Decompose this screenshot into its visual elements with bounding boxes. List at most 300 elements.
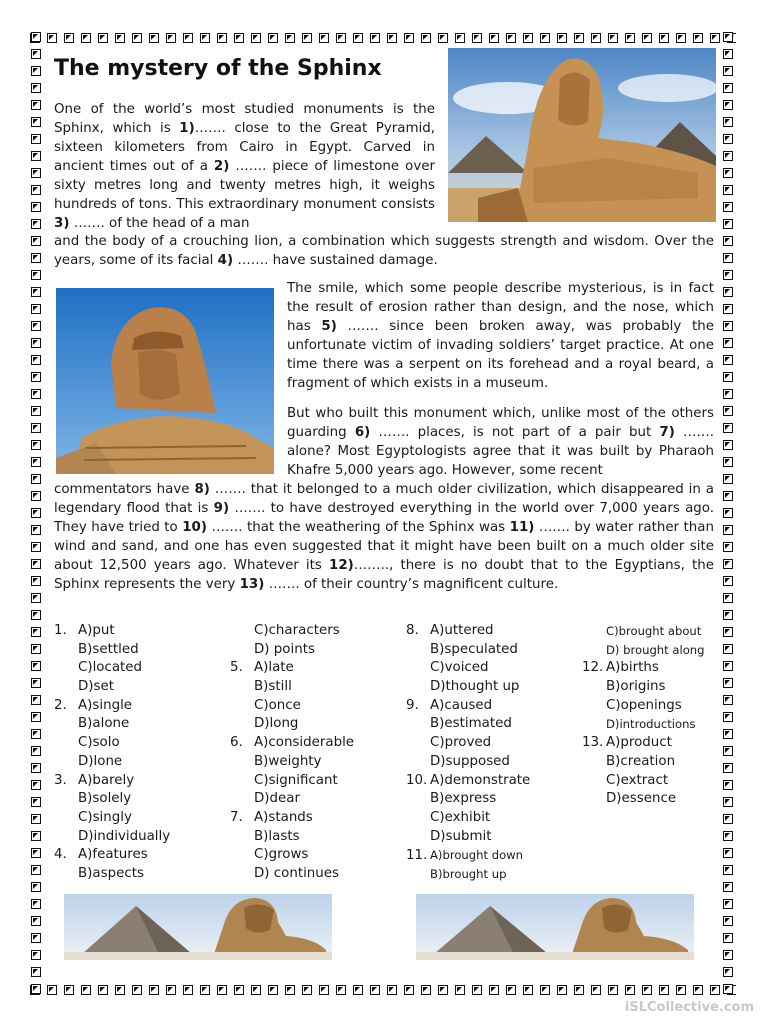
border-square (723, 593, 733, 603)
border-square (723, 389, 733, 399)
paragraph-1-continued (54, 232, 714, 270)
option-item (582, 622, 705, 641)
border-square (723, 185, 733, 195)
question-number: 4. (54, 847, 67, 863)
option-item (582, 697, 705, 716)
option-text: D) continues (254, 865, 339, 881)
border-square (234, 33, 244, 43)
border-square (723, 865, 733, 875)
border-square (336, 985, 346, 995)
border-square (31, 882, 41, 892)
border-square (438, 985, 448, 995)
option-text: B)weighty (254, 753, 322, 769)
option-text: C)once (254, 697, 301, 713)
border-square (31, 984, 41, 994)
border-square (81, 33, 91, 43)
border-square (455, 985, 465, 995)
option-text: D)dear (254, 791, 300, 807)
option-item (406, 753, 530, 772)
border-square (472, 33, 482, 43)
sphinx-pyramids-photo (448, 48, 716, 222)
border-square (723, 712, 733, 722)
border-square (404, 33, 414, 43)
border-square (723, 627, 733, 637)
option-text: B)alone (78, 716, 130, 732)
border-square (723, 899, 733, 909)
border-square (723, 491, 733, 501)
option-item (406, 659, 530, 678)
border-square (166, 985, 176, 995)
border-square (31, 848, 41, 858)
option-item (230, 697, 354, 716)
gap-3-number: 3) (54, 216, 70, 231)
border-square (183, 33, 193, 43)
paragraph-2 (287, 279, 714, 393)
option-item (406, 790, 530, 809)
p3-text-g: ……. that the weathering of the Sphinx was (211, 520, 506, 535)
border-square (268, 33, 278, 43)
border-square (723, 202, 733, 212)
gap-1-number: 1) (179, 121, 195, 136)
option-text: B)still (254, 679, 292, 695)
border-square (723, 32, 733, 42)
option-item (230, 734, 354, 753)
option-item (406, 715, 530, 734)
border-square (489, 985, 499, 995)
pyramid-sphinx-banner-left (64, 894, 332, 960)
border-square (234, 985, 244, 995)
border-square (723, 695, 733, 705)
option-text: D)supposed (430, 753, 510, 769)
border-square (31, 338, 41, 348)
option-text: A)demonstrate (430, 772, 531, 788)
border-square (421, 985, 431, 995)
border-square (268, 985, 278, 995)
border-square (723, 559, 733, 569)
option-item (582, 659, 705, 678)
p3-text-h: ……. by water rather than wind and sand, and one has even suggested that it might have been built on a much older site about 12,500 years ago. Whatever its (54, 520, 714, 573)
border-square (723, 49, 733, 59)
option-item (54, 790, 170, 809)
border-square (31, 406, 41, 416)
border-square (336, 33, 346, 43)
border-square (723, 168, 733, 178)
border-square (31, 491, 41, 501)
gap-11-number: 11) (509, 520, 535, 535)
border-square (31, 644, 41, 654)
border-square (404, 985, 414, 995)
border-square (115, 985, 125, 995)
border-square (723, 151, 733, 161)
border-square (455, 33, 465, 43)
border-square (31, 763, 41, 773)
border-square (659, 985, 669, 995)
option-text: B)speculated (430, 641, 518, 657)
option-text: C)singly (78, 809, 132, 825)
border-square (302, 985, 312, 995)
border-square (723, 83, 733, 93)
question-number: 2. (54, 697, 67, 713)
border-square (723, 372, 733, 382)
border-square (370, 33, 380, 43)
option-text: D)submit (430, 828, 492, 844)
question-number: 5. (230, 660, 243, 676)
option-item (582, 715, 705, 734)
option-item (230, 753, 354, 772)
border-square (608, 985, 618, 995)
brand-watermark: iSLCollective.com (624, 1000, 754, 1015)
option-item (230, 865, 354, 884)
border-square (710, 33, 720, 43)
option-item (54, 678, 170, 697)
border-square (723, 729, 733, 739)
border-square (710, 985, 720, 995)
border-square (723, 984, 733, 994)
option-text: B)lasts (254, 828, 300, 844)
paragraph-3-continued (54, 480, 714, 594)
border-square (31, 780, 41, 790)
border-square (64, 985, 74, 995)
p1-text-a: One of the world’s most studied monuments is the Sphinx, which is (54, 102, 435, 136)
option-text: C)significant (254, 772, 338, 788)
option-item (54, 734, 170, 753)
border-square (557, 985, 567, 995)
border-square (302, 33, 312, 43)
p2-text-b: ……. since been broken away, was probably the unfortunate victim of invading soldiers’ target practice. At one time there was a serpent on its forehead and a royal beard, a fragment of which exists in a museum. (287, 319, 714, 391)
border-square (31, 916, 41, 926)
question-number: 12. (582, 660, 604, 676)
border-square (31, 525, 41, 535)
option-text: A)features (78, 847, 148, 863)
option-text: C)exhibit (430, 809, 491, 825)
option-text: A)considerable (254, 735, 355, 751)
options-column-1 (54, 622, 170, 884)
question-number: 13. (582, 735, 604, 751)
option-item (406, 828, 530, 847)
border-square (723, 321, 733, 331)
p3-text-d: commentators have (54, 482, 190, 497)
question-number: 7. (230, 809, 243, 825)
border-square (319, 985, 329, 995)
option-text: C)openings (606, 697, 682, 713)
border-square (591, 33, 601, 43)
pyramid-sphinx-banner-right (416, 894, 694, 960)
gap-6-number: 6) (354, 425, 371, 440)
border-square (353, 33, 363, 43)
border-square (591, 985, 601, 995)
border-square (557, 33, 567, 43)
border-square (31, 610, 41, 620)
border-square (31, 134, 41, 144)
option-text: B)origins (606, 679, 666, 695)
border-square (31, 83, 41, 93)
border-square (421, 33, 431, 43)
border-square (723, 423, 733, 433)
p3-text-j: ……. of their country’s magnificent culture. (268, 577, 559, 592)
option-item (230, 846, 354, 865)
option-text: B)brought up (430, 866, 507, 881)
border-square (31, 797, 41, 807)
border-square (723, 814, 733, 824)
option-text: B)express (430, 791, 497, 807)
option-text: B)settled (78, 641, 139, 657)
option-text: D)long (254, 716, 299, 732)
border-square (387, 33, 397, 43)
border-square (723, 440, 733, 450)
p3-text-b: ……. places, is not part of a pair but (378, 425, 652, 440)
option-item (54, 659, 170, 678)
border-square (723, 304, 733, 314)
gap-5-number: 5) (321, 319, 337, 334)
border-square (31, 627, 41, 637)
border-square (723, 933, 733, 943)
border-square (183, 985, 193, 995)
border-square (723, 678, 733, 688)
border-square (723, 644, 733, 654)
border-square (676, 33, 686, 43)
p1-text-c: ……. piece of limestone over sixty metres long and twenty metres high, it weighs hundreds of tons. This extraordinary monument consists (54, 159, 435, 212)
border-square (723, 831, 733, 841)
option-text: D)individually (78, 828, 171, 844)
option-text: D)set (78, 679, 115, 695)
option-item (230, 678, 354, 697)
options-column-3 (406, 622, 530, 884)
border-square (31, 304, 41, 314)
border-square (540, 985, 550, 995)
border-square (31, 967, 41, 977)
border-square (64, 33, 74, 43)
border-square (31, 457, 41, 467)
p1-text-b: ……. close to the Great Pyramid, sixteen kilometers from Cairo in Egypt. Carved in ancient times out of a (54, 121, 436, 174)
p1-text-e: and the body of a crouching lion, a combination which suggests strength and wisdom. Over the years, some of its facial (54, 234, 714, 268)
gap-8-number: 8) (194, 482, 210, 497)
border-square (31, 542, 41, 552)
border-square (31, 950, 41, 960)
border-square (506, 985, 516, 995)
border-square (251, 985, 261, 995)
border-square (540, 33, 550, 43)
gap-12-number: 12) (329, 558, 354, 573)
border-square (723, 236, 733, 246)
border-square (506, 33, 516, 43)
border-square (31, 389, 41, 399)
option-item (406, 809, 530, 828)
option-item (582, 790, 705, 809)
border-square (523, 985, 533, 995)
option-text: B)aspects (78, 865, 144, 881)
p1-text-d: ……. of the head of a man (73, 216, 250, 231)
option-item (582, 772, 705, 791)
option-text: A)brought down (430, 848, 523, 863)
border-square (31, 865, 41, 875)
border-square (31, 814, 41, 824)
border-square (723, 66, 733, 76)
question-number: 9. (406, 697, 419, 713)
option-text: D) brought along (606, 642, 705, 657)
border-square (31, 168, 41, 178)
border-square (132, 985, 142, 995)
border-square (723, 134, 733, 144)
border-square (31, 899, 41, 909)
option-text: C)grows (254, 847, 309, 863)
border-square (723, 763, 733, 773)
option-item (54, 715, 170, 734)
border-square (115, 33, 125, 43)
border-square (47, 33, 57, 43)
border-square (31, 508, 41, 518)
border-square (31, 831, 41, 841)
option-item (406, 697, 530, 716)
border-square (31, 593, 41, 603)
option-text: A)barely (78, 772, 135, 788)
border-square (723, 117, 733, 127)
border-square (31, 185, 41, 195)
sphinx-head-photo (56, 288, 274, 474)
paragraph-3 (287, 404, 714, 480)
border-square (47, 985, 57, 995)
border-square (31, 678, 41, 688)
question-number: 1. (54, 623, 67, 638)
border-square (217, 985, 227, 995)
question-number: 11. (406, 848, 428, 864)
border-square (31, 695, 41, 705)
decorative-border-right (722, 32, 736, 998)
option-item (582, 753, 705, 772)
option-item (582, 734, 705, 753)
border-square (723, 457, 733, 467)
option-text: D)lone (78, 753, 123, 769)
option-item (54, 697, 170, 716)
border-square (723, 882, 733, 892)
option-item (406, 622, 530, 641)
border-square (574, 985, 584, 995)
border-square (31, 321, 41, 331)
border-square (31, 100, 41, 110)
decorative-border-bottom (30, 984, 736, 998)
border-square (723, 474, 733, 484)
option-text: A)put (78, 623, 115, 638)
border-square (217, 33, 227, 43)
p3-text-c: ……. alone? Most Egyptologists agree that it was built by Pharaoh Khafre 5,000 years ago. However, some recent (287, 425, 715, 478)
option-item (406, 734, 530, 753)
border-square (31, 66, 41, 76)
gap-7-number: 7) (659, 425, 675, 440)
border-square (149, 33, 159, 43)
border-square (723, 287, 733, 297)
paragraph-1 (54, 100, 435, 233)
border-square (723, 100, 733, 110)
border-square (723, 355, 733, 365)
border-square (31, 576, 41, 586)
option-item (230, 790, 354, 809)
border-square (472, 985, 482, 995)
option-text: A)single (78, 697, 133, 713)
border-square (31, 440, 41, 450)
border-square (31, 712, 41, 722)
border-square (723, 916, 733, 926)
border-square (723, 270, 733, 280)
border-square (31, 746, 41, 756)
border-square (723, 797, 733, 807)
option-item (54, 753, 170, 772)
border-square (642, 33, 652, 43)
border-square (31, 355, 41, 365)
border-square (659, 33, 669, 43)
border-square (353, 985, 363, 995)
option-item (54, 622, 170, 641)
option-item (54, 641, 170, 660)
border-square (98, 985, 108, 995)
border-square (149, 985, 159, 995)
border-square (31, 270, 41, 280)
border-square (31, 661, 41, 671)
options-column-4 (582, 622, 705, 809)
option-item (406, 772, 530, 791)
border-square (132, 33, 142, 43)
gap-10-number: 10) (182, 520, 207, 535)
border-square (625, 985, 635, 995)
border-square (723, 253, 733, 263)
border-square (723, 576, 733, 586)
p3-text-f: ……. to have destroyed everything in the world over 7,000 years ago. They have tried to (54, 501, 714, 535)
border-square (31, 151, 41, 161)
border-square (723, 406, 733, 416)
option-item (406, 846, 530, 865)
option-item (230, 659, 354, 678)
border-square (723, 661, 733, 671)
border-square (574, 33, 584, 43)
question-number: 6. (230, 735, 243, 751)
border-square (723, 338, 733, 348)
option-text: A)late (254, 660, 294, 676)
border-square (200, 33, 210, 43)
page-title: The mystery of the Sphinx (54, 56, 382, 81)
border-square (370, 985, 380, 995)
border-square (723, 542, 733, 552)
p1-text-f: ……. have sustained damage. (237, 253, 438, 268)
border-square (98, 33, 108, 43)
border-square (31, 202, 41, 212)
border-square (723, 950, 733, 960)
option-item (406, 865, 530, 884)
border-square (31, 423, 41, 433)
option-text: C)voiced (430, 660, 489, 676)
option-text: B)creation (606, 753, 676, 769)
border-square (523, 33, 533, 43)
border-square (723, 780, 733, 790)
option-text: C)solo (78, 735, 120, 751)
option-text: A)product (606, 735, 672, 751)
border-square (608, 33, 618, 43)
option-text: D)introductions (606, 717, 696, 732)
option-text: A)caused (430, 697, 493, 713)
border-square (285, 33, 295, 43)
option-text: A)births (606, 660, 659, 676)
option-text: A)stands (254, 809, 313, 825)
worksheet-page (54, 48, 716, 980)
option-item (54, 846, 170, 865)
border-square (723, 610, 733, 620)
border-square (723, 508, 733, 518)
border-square (319, 33, 329, 43)
option-text: D)thought up (430, 679, 520, 695)
p3-text-a: But who built this monument which, unlike most of the others guarding (287, 406, 714, 440)
option-item (54, 865, 170, 884)
option-text: B)solely (78, 791, 132, 807)
option-item (406, 678, 530, 697)
border-square (723, 525, 733, 535)
gap-9-number: 9) (213, 501, 230, 516)
